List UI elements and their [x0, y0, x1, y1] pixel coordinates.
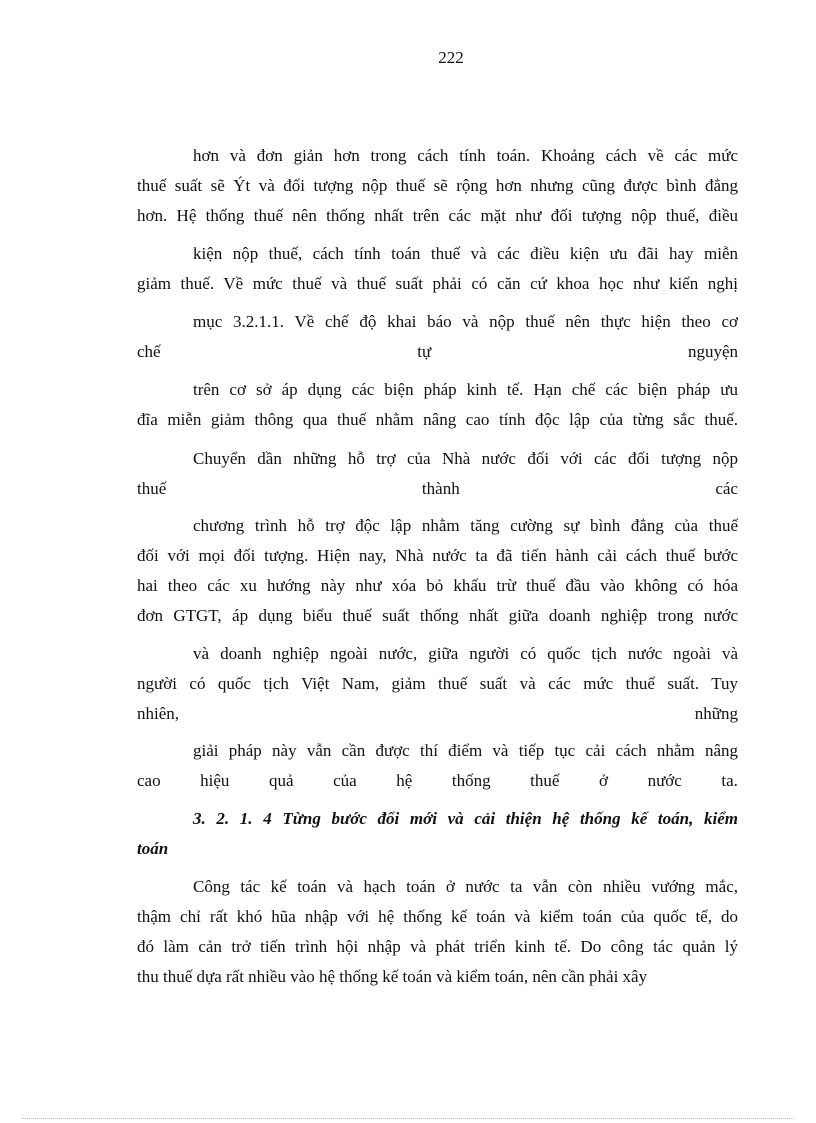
text-line: giảm thuế. Về mức thuế và thuế suất phải có căn cứ khoa học như kiến nghị [137, 274, 738, 293]
text-line: hai theo các xu hướng này như xóa bỏ khấu trừ thuế đầu vào không có hóa [137, 576, 738, 595]
text-line: kiện nộp thuế, cách tính toán thuế và các điều kiện ưu đãi hay miễn [193, 244, 738, 263]
text-line: thu thuế dựa rất nhiều vào hệ thống kế toán và kiểm toán, nên cần phải xây [137, 967, 648, 986]
section-heading: 3. 2. 1. 4 Từng bước đổi mới và cải thiện hệ thống kế toán, kiểm [193, 809, 738, 828]
text-line: cao hiệu quả của hệ thống thuế ở nước ta. [137, 771, 738, 790]
text-line: Công tác kế toán và hạch toán ở nước ta vẫn còn nhiều vướng mắc, [193, 877, 738, 896]
text-line: thuế thành các [137, 479, 738, 498]
text-line: chương trình hỗ trợ độc lập nhằm tăng cường sự bình đẳng của thuế [193, 516, 738, 535]
text-line: hơn. Hệ thống thuế nên thống nhất trên các mặt như đối tượng nộp thuế, điều [137, 206, 738, 225]
text-line: và doanh nghiệp ngoài nước, giữa người có quốc tịch nước ngoài và [193, 644, 738, 663]
text-line: chế tự nguyện [137, 342, 738, 361]
text-line: Chuyển dần những hỗ trợ của Nhà nước đối với các đối tượng nộp [193, 449, 738, 468]
text-line: thậm chỉ rất khó hũa nhập với hệ thống kế toán và kiểm toán của quốc tế, do [137, 907, 738, 926]
text-line: mục 3.2.1.1. Về chế độ khai báo và nộp thuế nên thực hiện theo cơ [193, 312, 738, 331]
text-line: giải pháp này vẫn cần được thí điểm và tiếp tục cải cách nhằm nâng [193, 741, 738, 760]
text-line: thuế suất sẽ Ýt và đối tượng nộp thuế sẽ rộng hơn nhưng cũng được bình đẳng [137, 176, 738, 195]
text-line: nhiên, những [137, 704, 738, 723]
text-line: trên cơ sở áp dụng các biện pháp kinh tế. Hạn chế các biện pháp ưu [193, 380, 738, 399]
section-heading: toán [137, 839, 169, 858]
text-line: đĩa miễn giảm thông qua thuế nhằm nâng cao tính độc lập của từng sắc thuế. [137, 410, 738, 429]
text-line: đơn GTGT, áp dụng biểu thuế suất thống nhất giữa doanh nghiệp trong nước [137, 606, 738, 625]
text-line: người có quốc tịch Việt Nam, giảm thuế suất và các mức thuế suất. Tuy [137, 674, 738, 693]
page-number: 222 [438, 48, 464, 67]
text-line: đối với mọi đối tượng. Hiện nay, Nhà nước ta đã tiến hành cải cách thuế bước [137, 546, 738, 565]
page-bottom-rule [22, 1118, 794, 1119]
text-line: hơn và đơn giản hơn trong cách tính toán. Khoảng cách về các mức [193, 146, 738, 165]
text-line: đó làm cản trở tiến trình hội nhập và phát triển kinh tế. Do công tác quản lý [137, 937, 738, 956]
